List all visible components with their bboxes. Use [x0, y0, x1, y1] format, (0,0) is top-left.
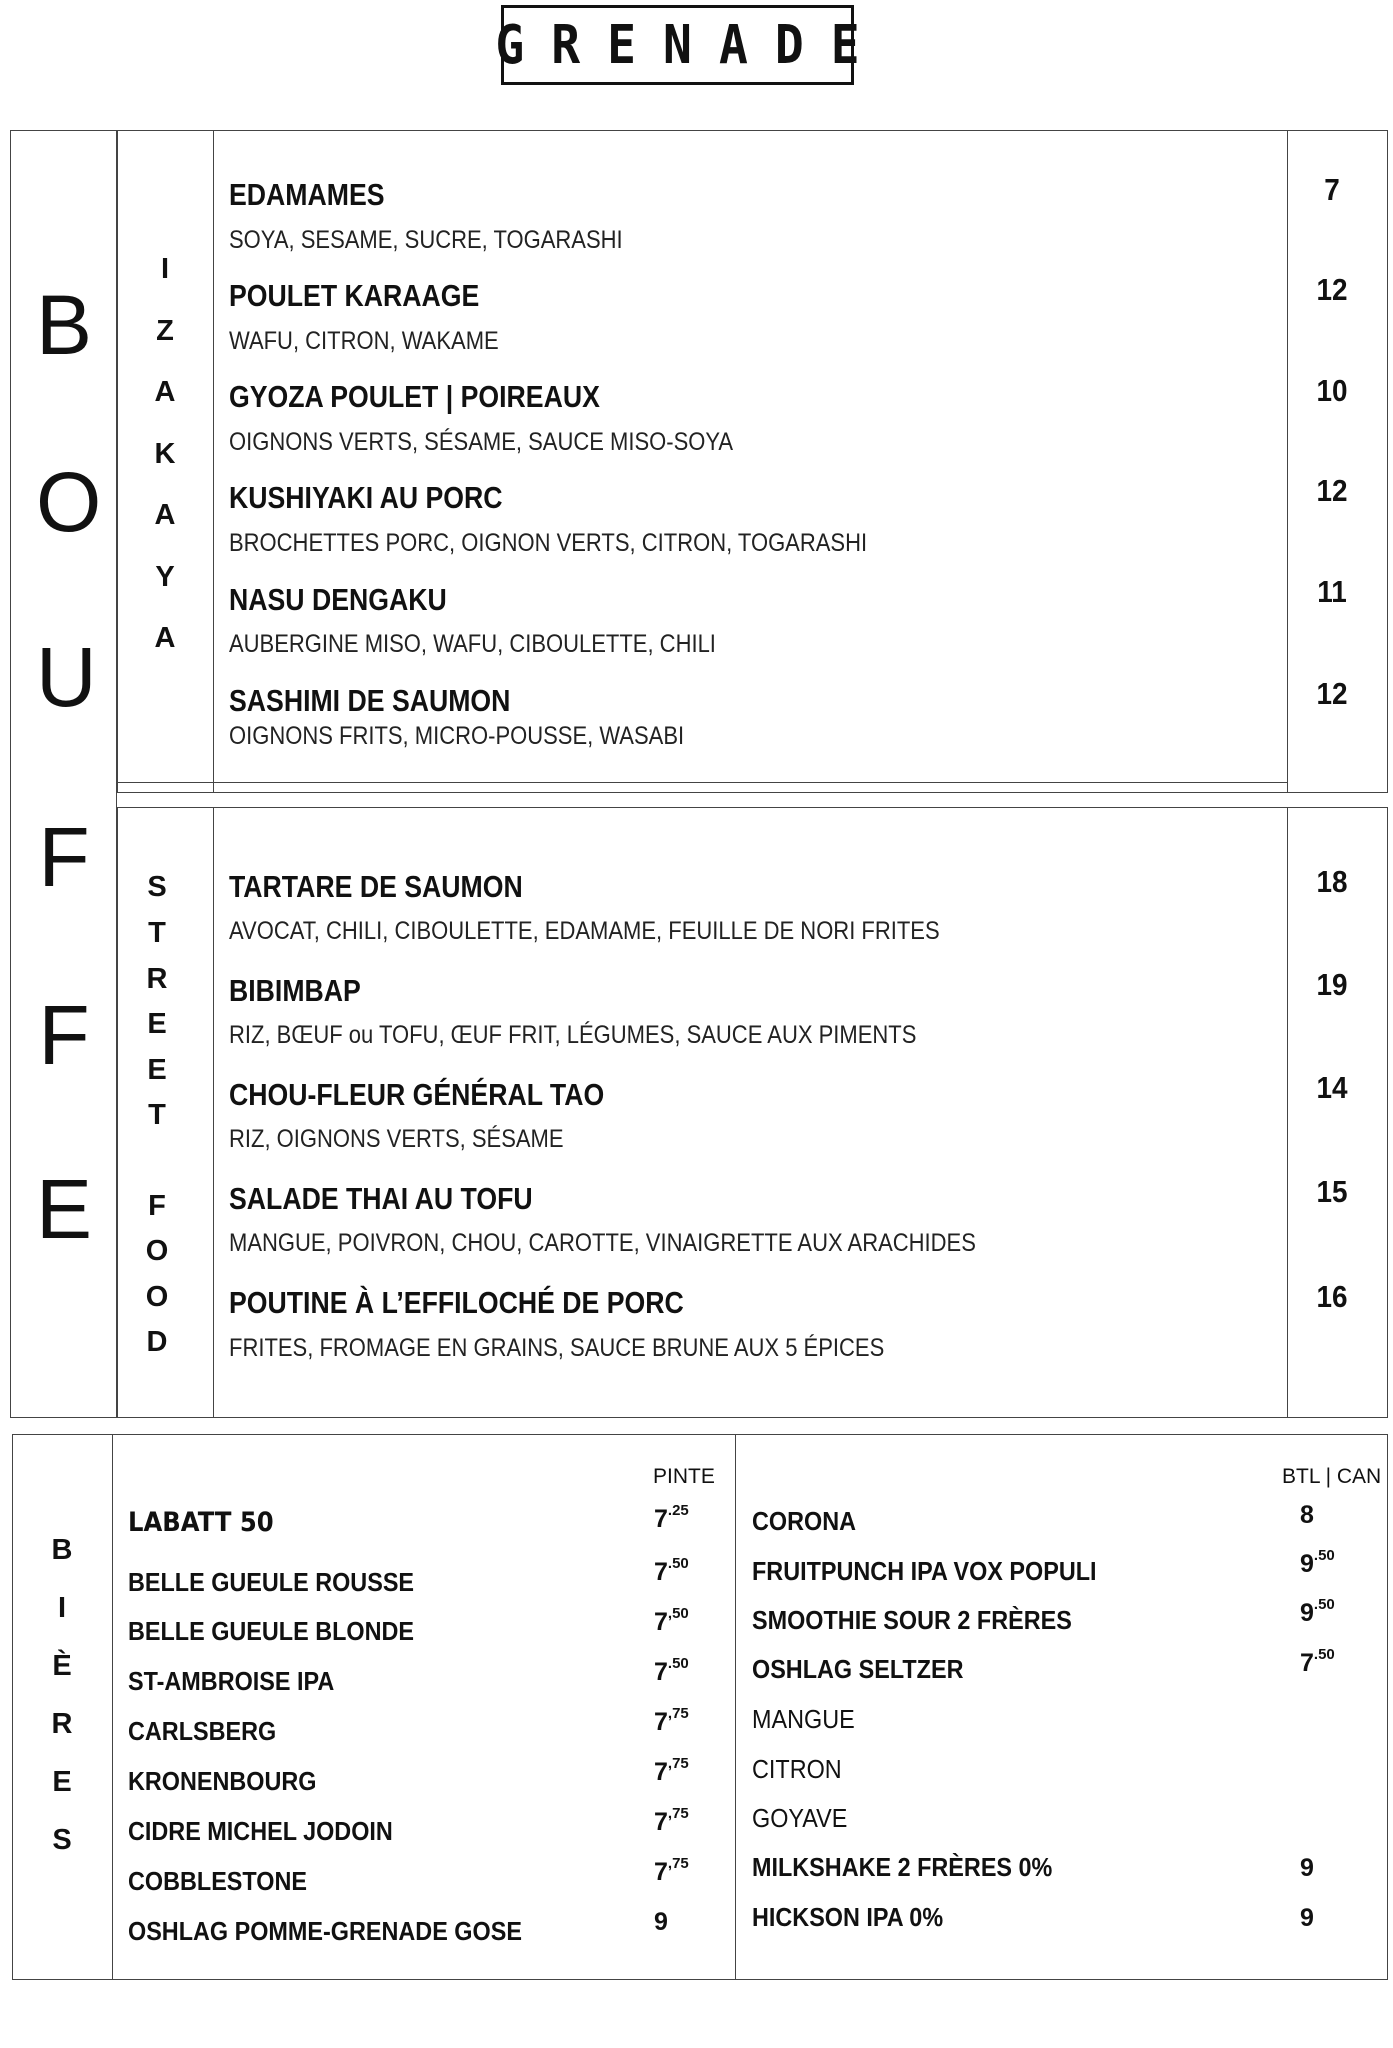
beer-name: GOYAVE: [752, 1803, 848, 1833]
dish-name: TARTARE DE SAUMON: [229, 869, 523, 904]
beer-price: $7^{.25}$: [654, 1502, 689, 1533]
bieres-letter: R: [51, 1708, 73, 1740]
beer-name: MANGUE: [752, 1704, 855, 1734]
beer-name: BELLE GUEULE BLONDE: [128, 1616, 415, 1646]
dish-name: NASU DENGAKU: [229, 582, 447, 617]
izakaya-letter: Z: [156, 315, 174, 347]
izakaya-letter: I: [160, 253, 170, 285]
beer-name: SMOOTHIE SOUR 2 FRÈRES: [752, 1605, 1072, 1635]
beer-name: CIDRE MICHEL JODOIN: [128, 1816, 393, 1846]
street-food-letter: E: [147, 1054, 167, 1086]
beer-price: $7^{.50}$: [654, 1655, 689, 1686]
dish-price: 12: [1316, 272, 1348, 307]
bouffe-letter: O: [36, 455, 102, 549]
izakaya-letter: A: [154, 499, 176, 531]
dish-description: BROCHETTES PORC, OIGNON VERTS, CITRON, TOGARASHI: [229, 529, 868, 557]
street-food-letter: F: [148, 1190, 166, 1222]
beer-price: $7^{,50}$: [654, 1605, 689, 1636]
beer-price: $7^{,75}$: [654, 1805, 689, 1836]
dish-description: OIGNONS FRITS, MICRO-POUSSE, WASABI: [229, 722, 685, 750]
dish-price: 19: [1316, 967, 1348, 1002]
dish-description: SOYA, SESAME, SUCRE, TOGARASHI: [229, 226, 623, 254]
street-food-letter: O: [145, 1235, 169, 1267]
dish-price: 12: [1316, 473, 1348, 508]
dish-name: CHOU-FLEUR GÉNÉRAL TAO: [229, 1077, 605, 1112]
beer-price: 9: [1300, 1854, 1314, 1882]
dish-price: 18: [1316, 864, 1348, 899]
izakaya-letter: Y: [155, 561, 175, 593]
bouffe-letter: B: [36, 278, 93, 372]
street-food-letter: S: [147, 871, 167, 903]
bieres-letter: E: [52, 1766, 72, 1798]
beer-price: $7^{,75}$: [654, 1755, 689, 1786]
beer-name: BELLE GUEULE ROUSSE: [128, 1567, 415, 1597]
beer-price: $9^{.50}$: [1300, 1547, 1335, 1578]
dish-description: RIZ, OIGNONS VERTS, SÉSAME: [229, 1125, 564, 1153]
beer-name: HICKSON IPA 0%: [752, 1902, 944, 1932]
dish-price: 11: [1317, 574, 1347, 609]
dish-name: EDAMAMES: [229, 177, 385, 212]
beer-price: $9^{.50}$: [1300, 1596, 1335, 1627]
dish-description: AVOCAT, CHILI, CIBOULETTE, EDAMAME, FEUILLE DE NORI FRITES: [229, 917, 940, 945]
street-food-letter: R: [146, 963, 168, 995]
btl-can-header: BTL | CAN: [1282, 1465, 1382, 1488]
dish-price: 15: [1316, 1174, 1348, 1209]
dish-price: 12: [1316, 676, 1348, 711]
street-food-letter: O: [145, 1281, 169, 1313]
dish-description: FRITES, FROMAGE EN GRAINS, SAUCE BRUNE AUX 5 ÉPICES: [229, 1334, 885, 1362]
beer-name: COBBLESTONE: [128, 1866, 307, 1896]
bouffe-letter: F: [38, 988, 90, 1082]
beer-price: $7^{,75}$: [654, 1855, 689, 1886]
dish-name: POULET KARAAGE: [229, 278, 480, 313]
street-food-letter: E: [147, 1008, 167, 1040]
logo-text: GRENADE: [495, 13, 887, 77]
beer-name: KRONENBOURG: [128, 1766, 317, 1796]
beer-price: 8: [1300, 1501, 1314, 1529]
dish-price: 10: [1316, 373, 1348, 408]
street-food-letter: T: [148, 1099, 166, 1131]
dish-name: SASHIMI DE SAUMON: [229, 683, 511, 718]
dish-description: WAFU, CITRON, WAKAME: [229, 327, 499, 355]
bieres-letter: B: [51, 1534, 73, 1566]
dish-name: BIBIMBAP: [229, 973, 361, 1008]
beer-name: CITRON: [752, 1754, 842, 1784]
beer-price: 9: [1300, 1904, 1314, 1932]
dish-name: POUTINE À L’EFFILOCHÉ DE PORC: [229, 1285, 684, 1320]
bieres-letter: S: [52, 1824, 72, 1856]
dish-name: GYOZA POULET | POIREAUX: [229, 379, 600, 414]
street-food-letter: T: [148, 917, 166, 949]
dish-description: OIGNONS VERTS, SÉSAME, SAUCE MISO-SOYA: [229, 428, 734, 456]
street-food-letter: D: [146, 1326, 168, 1358]
beer-price: $7^{,75}$: [654, 1705, 689, 1736]
izakaya-letter: A: [154, 376, 176, 408]
beer-name: MILKSHAKE 2 FRÈRES 0%: [752, 1852, 1053, 1882]
dish-name: KUSHIYAKI AU PORC: [229, 480, 503, 515]
brand-logo: [495, 5, 887, 85]
bouffe-letter: F: [38, 810, 90, 904]
beer-name: FRUITPUNCH IPA VOX POPULI: [752, 1556, 1097, 1586]
pinte-header: PINTE: [653, 1465, 715, 1488]
dish-name: SALADE THAI AU TOFU: [229, 1181, 533, 1216]
dish-price: 16: [1316, 1279, 1348, 1314]
dish-price: 7: [1324, 172, 1340, 207]
beer-price: $7^{.50}$: [654, 1555, 689, 1586]
dish-price: 14: [1316, 1070, 1348, 1105]
bouffe-letter: E: [36, 1162, 93, 1256]
beer-name: ST-AMBROISE IPA: [128, 1666, 335, 1696]
bouffe-letter: U: [36, 630, 97, 724]
bieres-letter: È: [52, 1650, 72, 1682]
dish-description: MANGUE, POIVRON, CHOU, CAROTTE, VINAIGRETTE AUX ARACHIDES: [229, 1229, 976, 1257]
beer-name: OSHLAG SELTZER: [752, 1654, 964, 1684]
beer-price: $7^{.50}$: [1300, 1646, 1335, 1677]
dish-description: AUBERGINE MISO, WAFU, CIBOULETTE, CHILI: [229, 630, 716, 658]
beer-price: 9: [654, 1908, 668, 1936]
beer-name: CORONA: [752, 1506, 857, 1536]
izakaya-letter: A: [154, 622, 176, 654]
bieres-letter: I: [57, 1592, 67, 1624]
dish-description: RIZ, BŒUF ou TOFU, ŒUF FRIT, LÉGUMES, SAUCE AUX PIMENTS: [229, 1021, 917, 1049]
izakaya-letter: K: [154, 438, 176, 470]
beer-name: CARLSBERG: [128, 1716, 277, 1746]
beer-name: OSHLAG POMME-GRENADE GOSE: [128, 1916, 522, 1946]
beer-name: LABATT 50: [128, 1507, 274, 1538]
